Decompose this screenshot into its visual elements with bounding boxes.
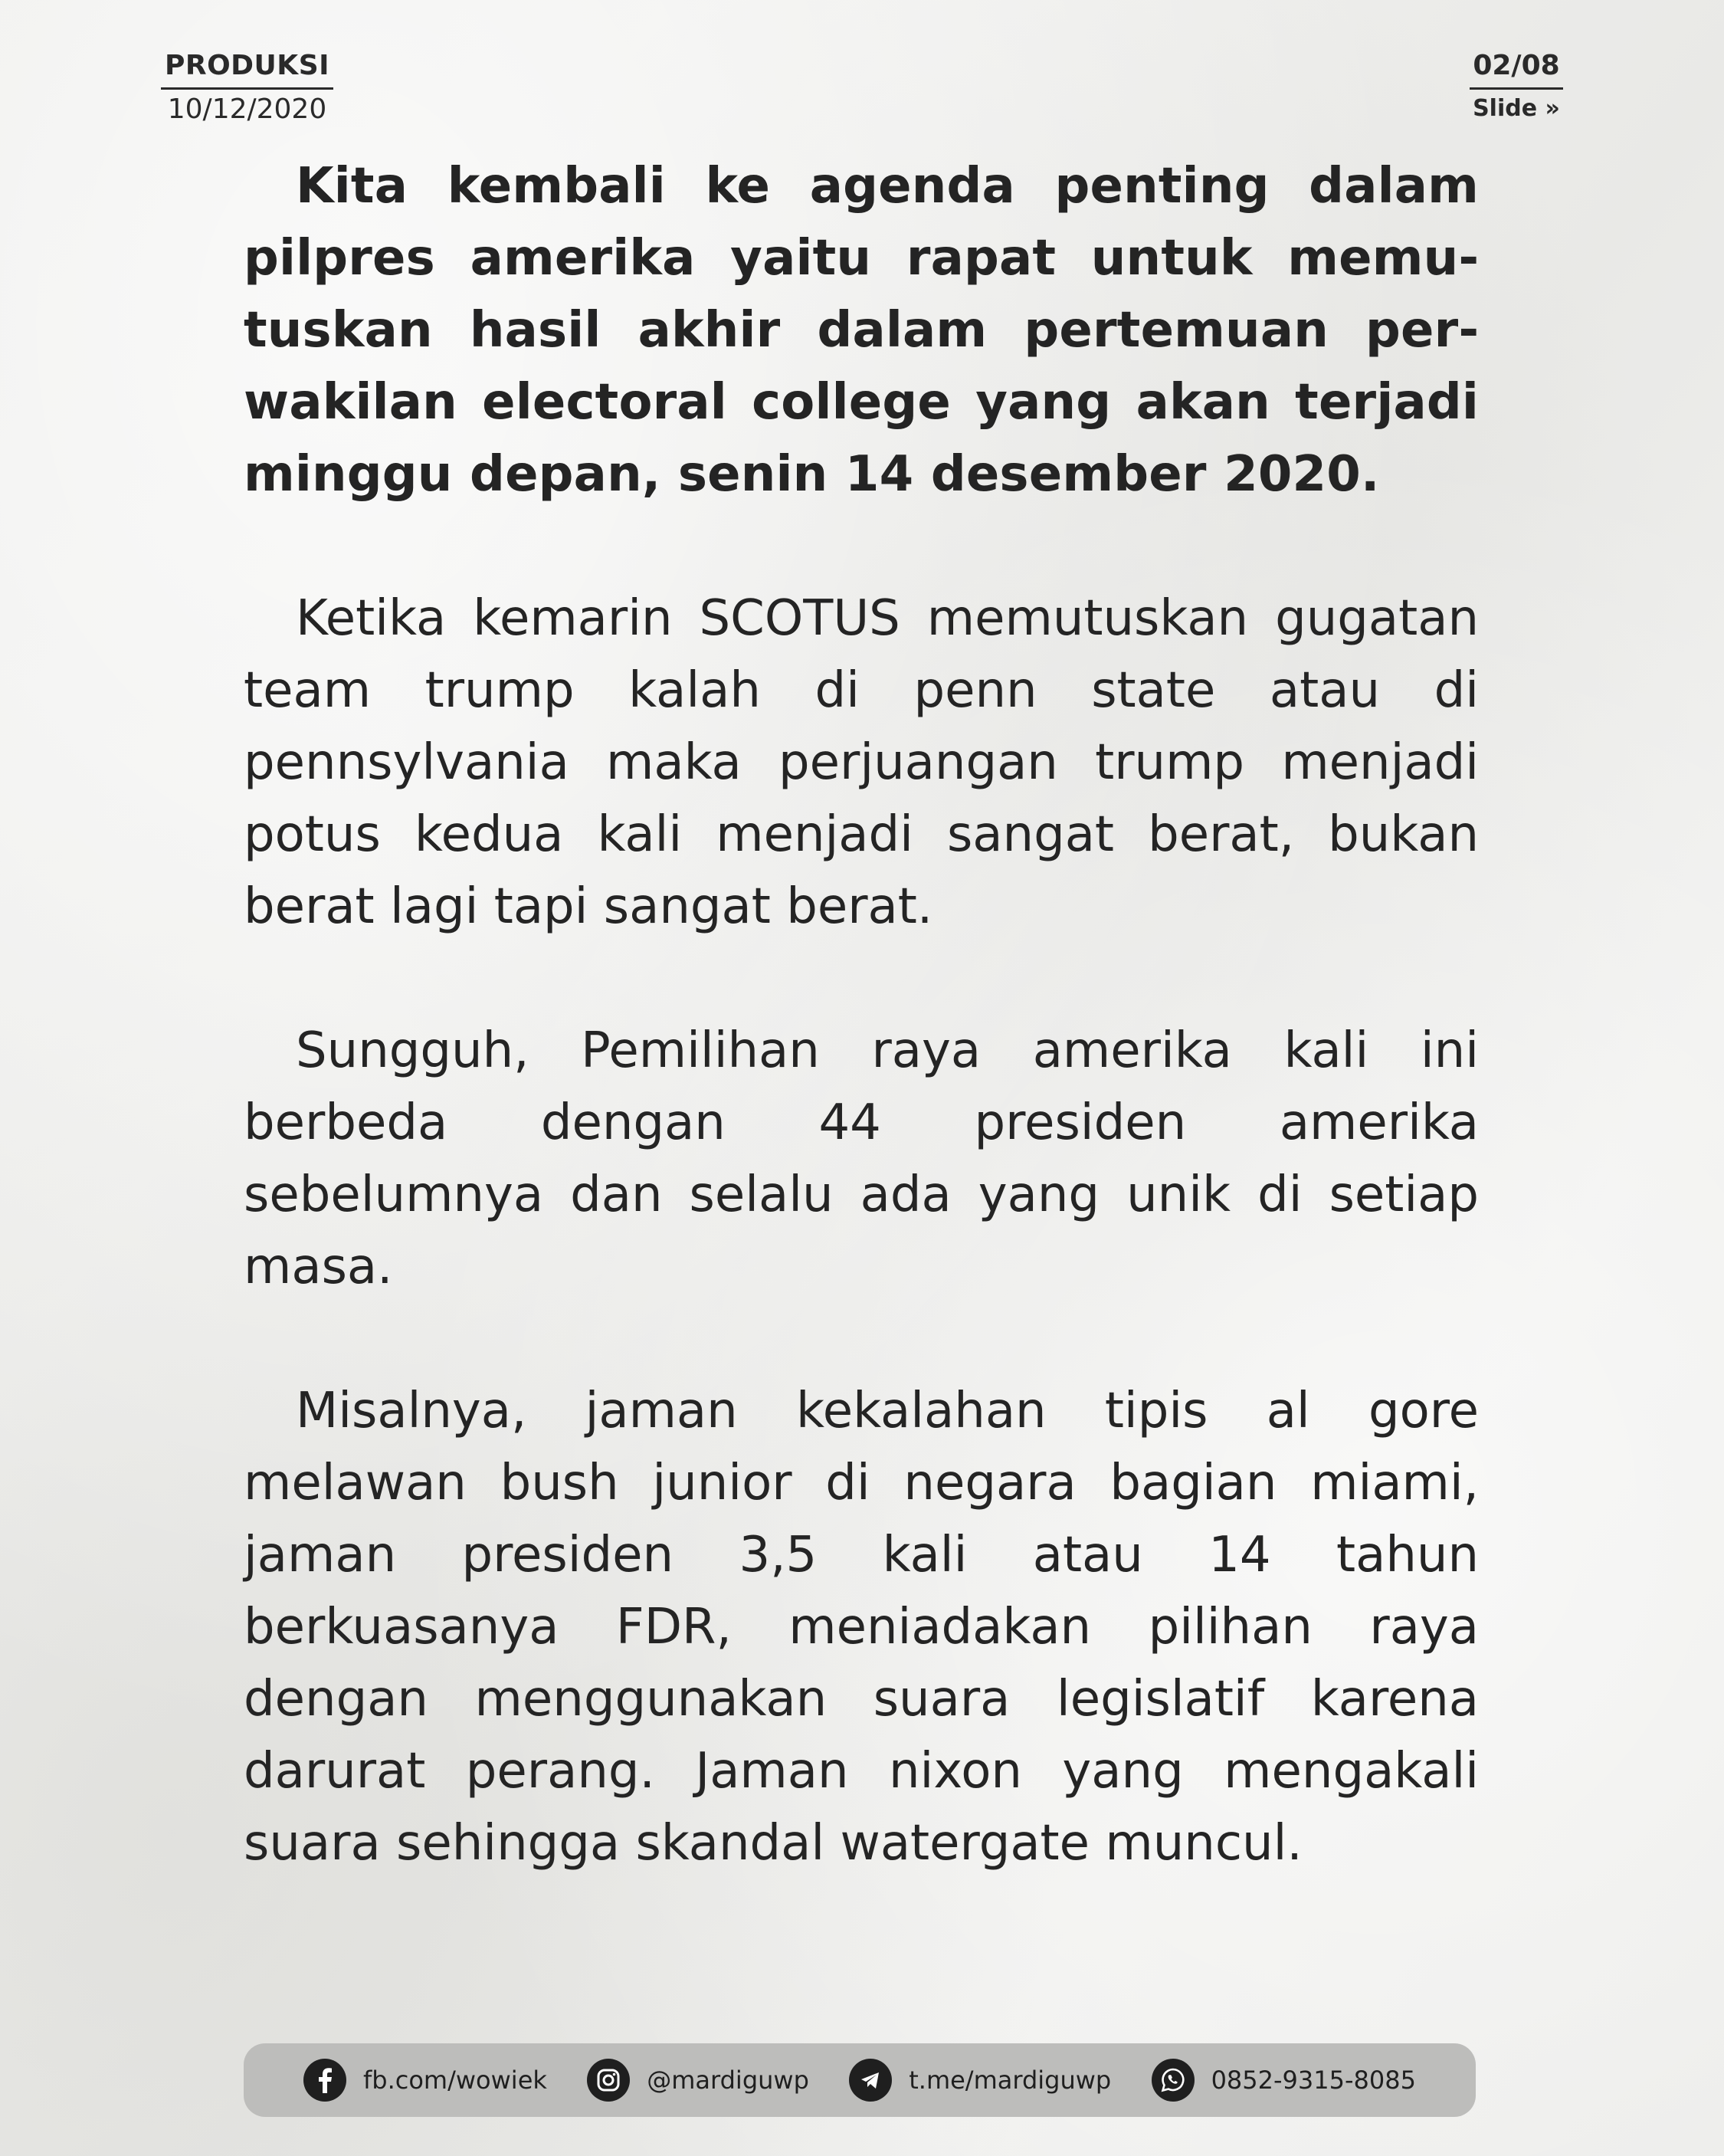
instagram-contact[interactable]: [587, 2059, 809, 2102]
contact-footer: [244, 2043, 1476, 2117]
telegram-icon: [849, 2059, 892, 2102]
produksi-label: PRODUKSI: [161, 48, 333, 90]
paragraph: Ketika kemarin SCOTUS memutuskan gugatan team trump kalah di penn state atau di pennsylvania maka perjuangan trump menjadi potus kedua kali menjadi sangat berat, bukan berat lagi tapi sangat berat.: [244, 590, 1479, 935]
facebook-handle: fb.com/wowiek: [363, 2066, 547, 2095]
whatsapp-icon: [1152, 2059, 1195, 2102]
header-left: [161, 48, 333, 130]
page-indicator: 02/08: [1470, 48, 1563, 90]
header-right: [1470, 48, 1563, 128]
instagram-icon: [587, 2059, 630, 2102]
instagram-handle: @mardiguwp: [647, 2066, 809, 2095]
telegram-contact[interactable]: [849, 2059, 1111, 2102]
whatsapp-contact[interactable]: [1152, 2059, 1416, 2102]
lead-paragraph: Kita kembali ke agenda penting dalam pilpres amerika yaitu rapat untuk memutuskan hasil akhir dalam pertemuan perwakilan electoral college yang akan terjadi minggu depan, senin 14 desember 2020.: [244, 158, 1479, 503]
paragraph: Sungguh, Pemilihan raya amerika kali ini berbeda dengan 44 presiden amerika sebelumnya dan selalu ada yang unik di setiap masa.: [244, 1022, 1479, 1295]
slide-next-hint: Slide »: [1473, 95, 1560, 122]
paragraph: Misalnya, jaman kekalahan tipis al gore melawan bush junior di negara bagian miami, jaman presiden 3,5 kali atau 14 tahun berkuasanya FDR, meniadakan pilihan raya dengan menggunakan suara legislatif karena darurat perang. Jaman nixon yang mengakali suara sehingga skandal watergate muncul.: [244, 1383, 1479, 1872]
telegram-handle: t.me/mardiguwp: [909, 2066, 1112, 2095]
facebook-contact[interactable]: [303, 2059, 547, 2102]
article-body: [244, 150, 1479, 1879]
publish-date: 10/12/2020: [167, 94, 327, 125]
facebook-icon: [303, 2059, 346, 2102]
whatsapp-number: 0852-9315-8085: [1211, 2066, 1416, 2095]
